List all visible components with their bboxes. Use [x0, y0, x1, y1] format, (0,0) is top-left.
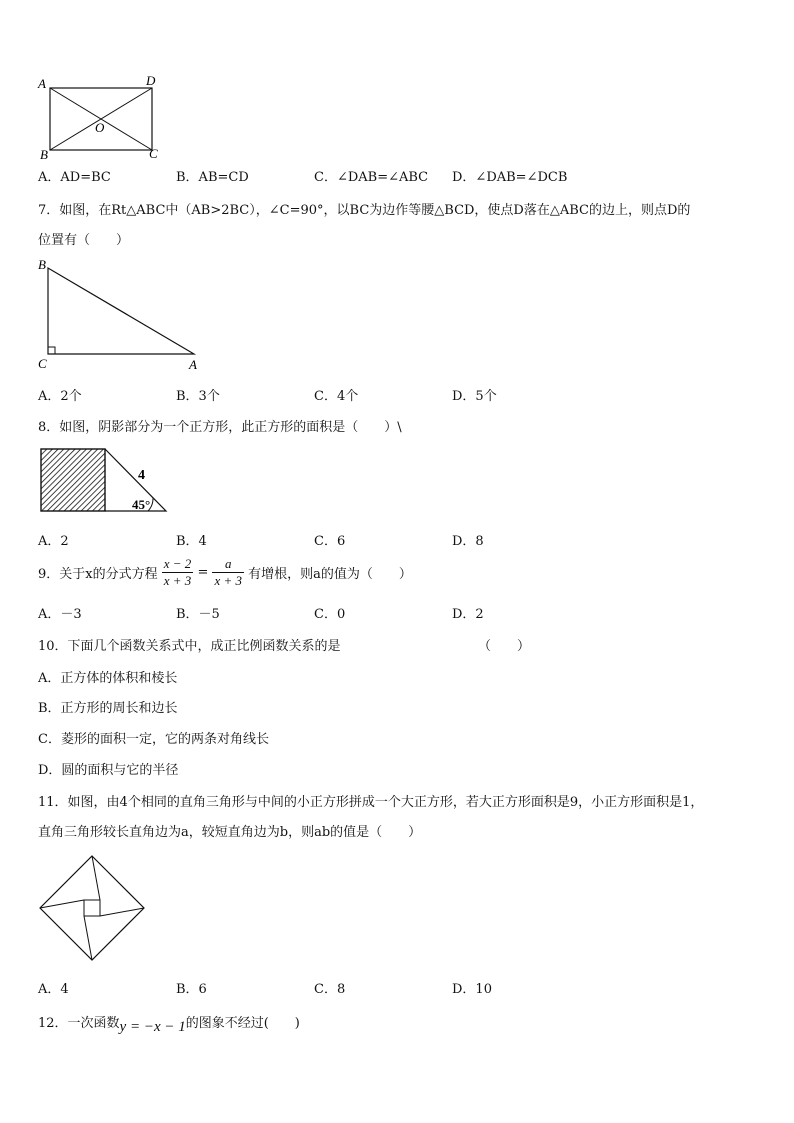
q10-answer-paren: （ ）	[478, 639, 531, 654]
vertex-label-b: B	[40, 147, 48, 162]
q8-option-d[interactable]: D．8	[452, 534, 484, 549]
q7-text-line1: 7．如图，在Rt△ABC中（AB>2BC），∠C=90°，以BC为边作等腰△BCD，使点D落在△ABC的边上，则点D的	[38, 203, 691, 218]
q6-option-b[interactable]: B．AB=CD	[176, 170, 249, 185]
q10-text: 10．下面几个函数关系式中，成正比例函数关系的是	[38, 639, 341, 654]
q10-option-b[interactable]: B．正方形的周长和边长	[38, 701, 178, 716]
center-label-o: O	[95, 120, 105, 135]
angle-label: 45°	[132, 497, 151, 512]
right-triangle-figure	[34, 254, 209, 372]
q8-option-b[interactable]: B．4	[176, 534, 207, 549]
q12-prefix: 12．一次函数	[38, 1016, 120, 1031]
q9-numerator-right: a	[212, 556, 244, 573]
vertex-label-b: B	[38, 257, 46, 272]
q7-option-b[interactable]: B．3个	[176, 389, 220, 404]
q9-option-c[interactable]: C．0	[314, 607, 346, 622]
shaded-square-figure	[38, 446, 173, 516]
q12-text	[38, 1012, 300, 1035]
q11-option-c[interactable]: C．8	[314, 982, 346, 997]
side-length-label: 4	[138, 468, 145, 483]
q9-equals: =	[197, 565, 209, 580]
q9-denominator-left: x + 3	[163, 573, 192, 588]
q12-suffix: 的图象不经过( )	[185, 1016, 300, 1031]
q7-text-line2: 位置有（ ）	[38, 233, 130, 248]
q10-option-a[interactable]: A．正方体的体积和棱长	[38, 671, 178, 686]
vertex-label-d: D	[146, 73, 156, 88]
q11-option-b[interactable]: B．6	[176, 982, 207, 997]
q12-formula: y = −x − 1	[119, 1019, 186, 1035]
q10-option-c[interactable]: C．菱形的面积一定，它的两条对角线长	[38, 732, 269, 747]
q8-text: 8．如图，阴影部分为一个正方形，此正方形的面积是（ ）\	[38, 420, 402, 435]
vertex-label-a: A	[189, 357, 197, 372]
q9-fraction-left	[162, 556, 194, 589]
q9-option-b[interactable]: B．－5	[176, 607, 220, 622]
q9-numerator-left: x − 2	[163, 556, 192, 571]
q9-prefix: 9．关于x的分式方程	[38, 567, 158, 582]
vertex-label-c: C	[38, 356, 47, 371]
q7-option-d[interactable]: D．5个	[452, 389, 497, 404]
vertex-label-a: A	[38, 76, 46, 91]
q9-option-d[interactable]: D．2	[452, 607, 484, 622]
q7-option-a[interactable]: A．2个	[38, 389, 82, 404]
q11-option-a[interactable]: A．4	[38, 982, 69, 997]
q9-suffix: 有增根，则a的值为（ ）	[248, 567, 412, 582]
q8-option-c[interactable]: C．6	[314, 534, 346, 549]
rectangle-figure	[34, 72, 164, 164]
q8-option-a[interactable]: A．2	[38, 534, 69, 549]
q6-option-d[interactable]: D．∠DAB=∠DCB	[452, 170, 568, 185]
q9-fraction-right	[212, 556, 244, 589]
q10-option-d[interactable]: D．圆的面积与它的半径	[38, 763, 179, 778]
vertex-label-c: C	[149, 146, 158, 161]
q6-option-c[interactable]: C．∠DAB=∠ABC	[314, 170, 429, 185]
q9-option-a[interactable]: A．－3	[38, 607, 82, 622]
q11-option-d[interactable]: D．10	[452, 982, 492, 997]
q7-option-c[interactable]: C．4个	[314, 389, 359, 404]
q11-text-line2: 直角三角形较长直角边为a，较短直角边为b，则ab的值是（ ）	[38, 825, 422, 840]
q9-text	[38, 556, 412, 589]
q6-option-a[interactable]: A．AD=BC	[38, 170, 111, 185]
pinwheel-square-figure	[36, 852, 152, 968]
q11-text-line1: 11．如图，由4个相同的直角三角形与中间的小正方形拼成一个大正方形，若大正方形面积是9，小正方形面积是1，	[38, 795, 704, 810]
q9-denominator-right: x + 3	[214, 573, 243, 588]
